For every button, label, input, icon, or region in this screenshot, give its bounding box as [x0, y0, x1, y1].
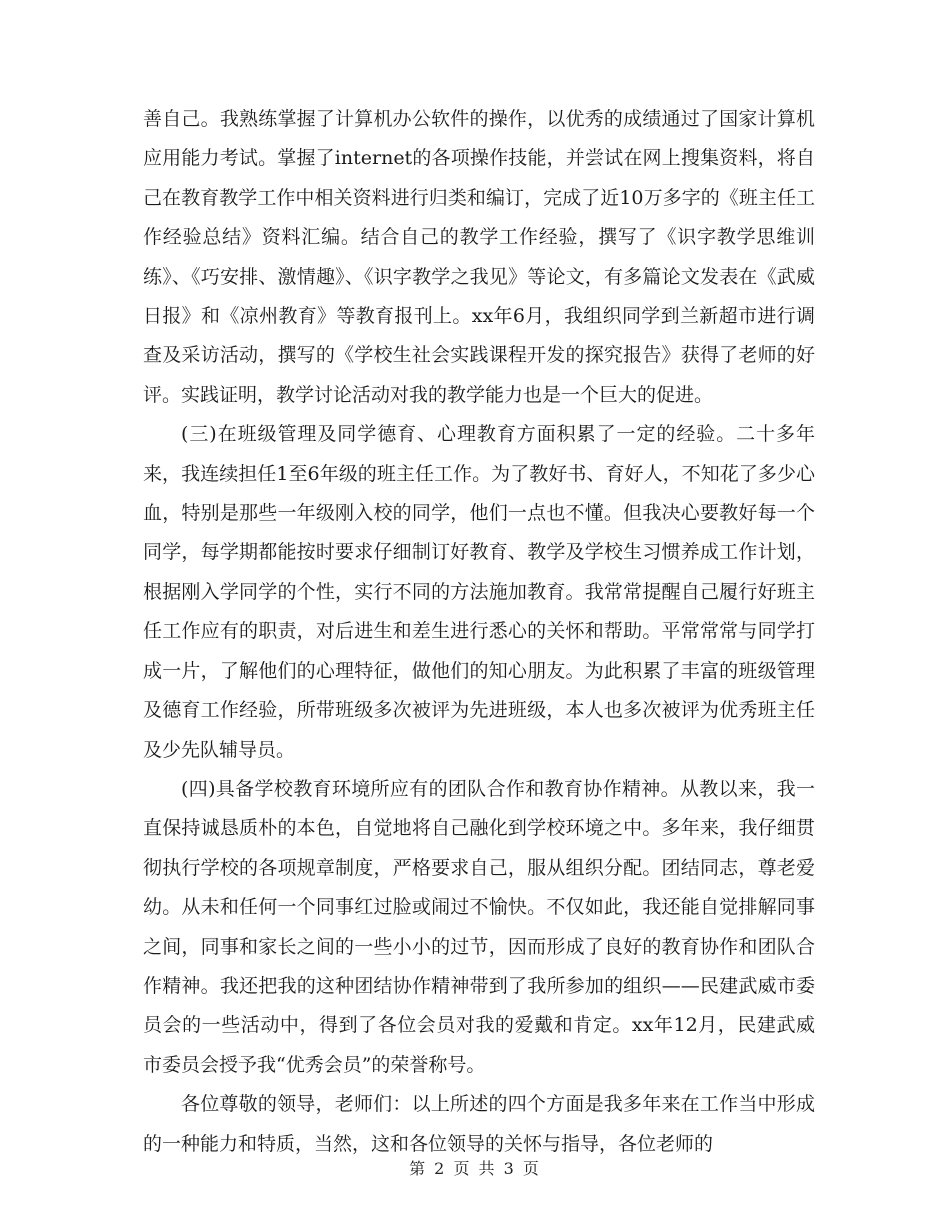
paragraph-class-management: (三)在班级管理及同学德育、心理教育方面积累了一定的经验。二十多年来，我连续担任1至6年级的班主任工作。为了教好书、育好人，不知花了多少心血，特别是那些一年级刚入校的同学，他们一点也不懂。但我决心要教好每一个同学，每学期都能按时要求仔细制订好教育、教学及学校生习惯养成工作计划，根据刚入学同学的个性，实行不同的方法施加教育。我常常提醒自己履行好班主任工作应有的职责，对后进生和差生进行悉心的关怀和帮助。平常常常与同学打成一片，了解他们的心理特征，做他们的知心朋友。为此积累了丰富的班级管理及德育工作经验，所带班级多次被评为先进班级，本人也多次被评为优秀班主任及少先队辅导员。 — [143, 423, 815, 761]
paragraph-continued: 善自己。我熟练掌握了计算机办公软件的操作，以优秀的成绩通过了国家计算机应用能力考试。掌握了internet的各项操作技能，并尝试在网上搜集资料，将自己在教育教学工作中相关资料进行归类和编订，完成了近10万多字的《班主任工作经验总结》资料汇编。结合自己的教学工作经验，撰写了《识字教学思维训练》、《巧安排、激情趣》、《识字教学之我见》等论文，有多篇论文发表在《武威日报》和《凉州教育》等教育报刊上。xx年6月，我组织同学到兰新超市进行调查及采访活动，撰写的《学校生社会实践课程开发的探究报告》获得了老师的好评。实践证明，教学讨论活动对我的教学能力也是一个巨大的促进。 — [143, 108, 815, 406]
paragraph-closing: 各位尊敬的领导，老师们：以上所述的四个方面是我多年来在工作当中形成的一种能力和特质，当然，这和各位领导的关怀与指导，各位老师的 — [143, 1093, 815, 1155]
document-body — [143, 100, 815, 1164]
paragraph-teamwork: (四)具备学校教育环境所应有的团队合作和教育协作精神。从教以来，我一直保持诚恳质朴的本色，自觉地将自己融化到学校环境之中。多年来，我仔细贯彻执行学校的各项规章制度，严格要求自己，服从组织分配。团结同志，尊老爱幼。从未和任何一个同事红过脸或闹过不愉快。不仅如此，我还能自觉排解同事之间，同事和家长之间的一些小小的过节，因而形成了良好的教育协作和团队合作精神。我还把我的这种团结协作精神带到了我所参加的组织——民建武威市委员会的一些活动中，得到了各位会员对我的爱戴和肯定。xx年12月，民建武威市委员会授予我“优秀会员”的荣誉称号。 — [143, 777, 815, 1076]
page-footer: 第 2 页 共 3 页 — [409, 1159, 541, 1178]
